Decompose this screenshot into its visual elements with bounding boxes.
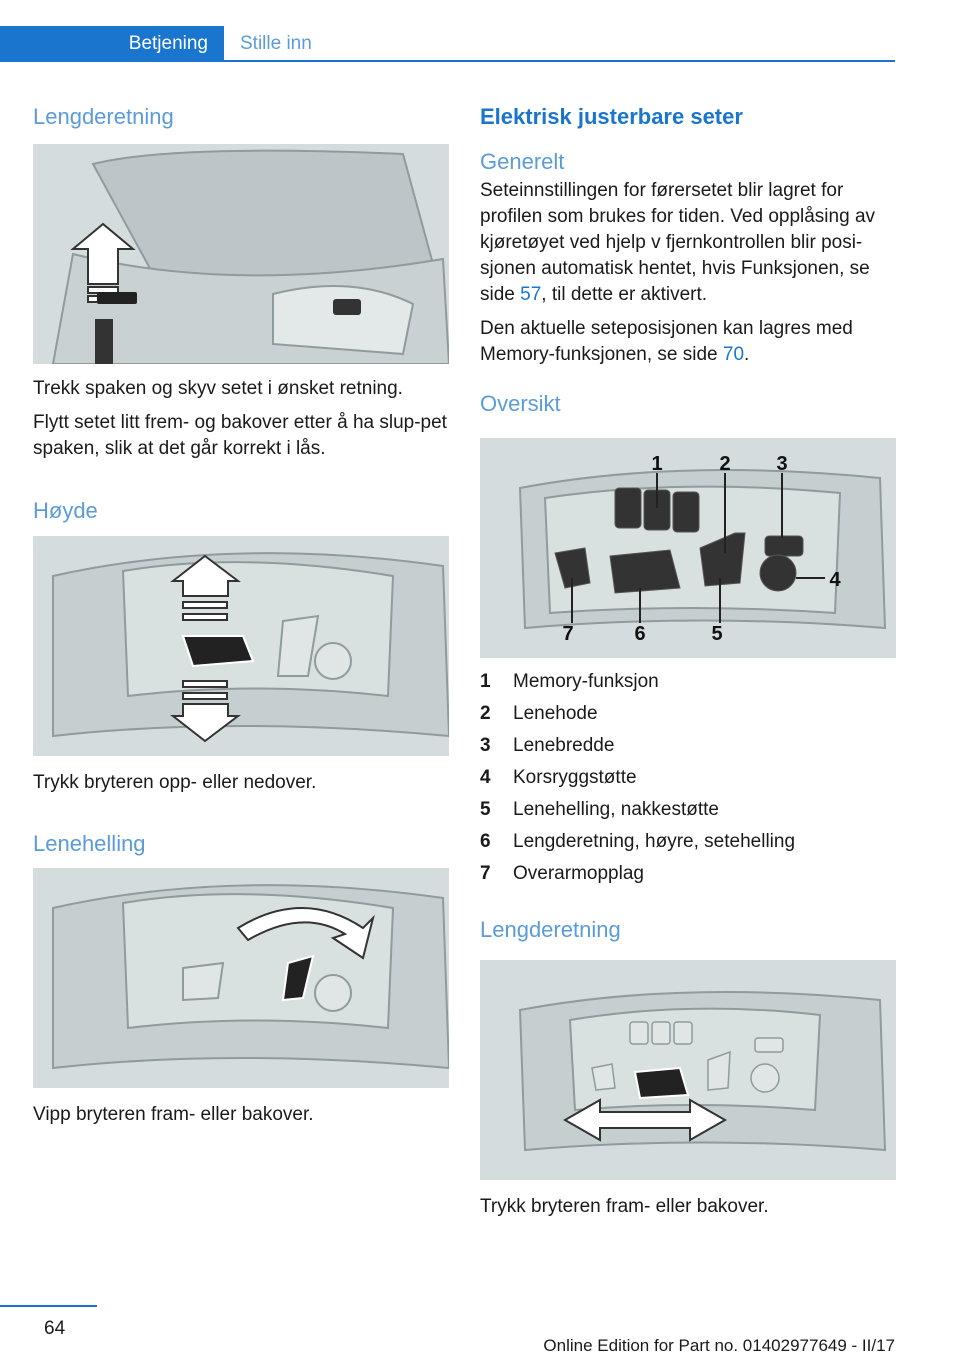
section-title-hoyde: Høyde: [33, 498, 98, 523]
callout-5: 5: [711, 623, 723, 645]
legend-item: 1 Memory-funksjon: [480, 671, 659, 692]
callout-2: 2: [719, 453, 731, 475]
section-title-lenehelling: Lenehelling: [33, 831, 146, 856]
footer-rule: [0, 1305, 97, 1307]
left-column: [33, 100, 449, 1128]
legend-item: 3 Lenebredde: [480, 735, 615, 756]
figure-seat-controls-overview: [480, 438, 896, 658]
callout-4: 4: [829, 569, 841, 591]
header-rule: [0, 60, 895, 62]
header-tabs: [0, 26, 895, 62]
legend-item: 2 Lenehode: [480, 703, 598, 724]
section-title-lengderetning-2: Lengderetning: [480, 917, 621, 942]
paragraph: Vipp bryteren fram- eller bakover.: [33, 1104, 314, 1125]
page-link-57[interactable]: 57: [520, 284, 542, 305]
callout-3: 3: [776, 453, 788, 475]
paragraph: Trekk spaken og skyv setet i ønsket retning.: [33, 378, 403, 399]
page-number: 64: [44, 1318, 66, 1339]
paragraph-memory: Den aktuelle seteposisjonen kan lagres med Memory-funksjonen, se side 70.: [480, 318, 853, 365]
edition-note: Online Edition for Part no. 01402977649 - II/17: [543, 1336, 895, 1355]
paragraph: Flytt setet litt frem- og bakover etter å ha slup‐pet spaken, slik at det går korrekt i lås.: [33, 412, 447, 459]
right-column: [480, 100, 896, 1220]
legend-item: 4 Korsryggstøtte: [480, 767, 637, 788]
callout-6: 6: [634, 623, 646, 645]
tab-betjening[interactable]: Betjening: [0, 26, 224, 62]
figure-height-switch: [33, 536, 449, 756]
paragraph-generelt: Seteinnstillingen for førersetet blir lagret for profilen som brukes for tiden. Ved opplåsing av kjøretøyet ved hjelp v fjernkontrollen blir posi‐sjonen automatisk hentet, hvis Funksjonen, se side 57, til dette er aktivert.: [480, 180, 876, 305]
figure-seat-forward-switch: [480, 960, 896, 1180]
figure-backrest-switch: [33, 868, 449, 1088]
legend-list: [480, 666, 896, 890]
legend-item: 5 Lenehelling, nakkestøtte: [480, 799, 719, 820]
tab-stille-inn[interactable]: Stille inn: [240, 33, 312, 54]
callout-7: 7: [562, 623, 574, 645]
callout-1: 1: [651, 453, 663, 475]
page-link-70[interactable]: 70: [722, 344, 745, 365]
section-title-lengderetning: Lengderetning: [33, 104, 174, 129]
section-title-generelt: Generelt: [480, 149, 565, 174]
section-title-oversikt: Oversikt: [480, 391, 561, 416]
paragraph: Trykk bryteren fram- eller bakover.: [480, 1196, 769, 1217]
legend-item: 6 Lengderetning, høyre, setehelling: [480, 831, 796, 852]
paragraph: Trykk bryteren opp- eller nedover.: [33, 772, 317, 793]
section-title-elektrisk: Elektrisk justerbare seter: [480, 104, 743, 129]
figure-seat-lever: [33, 144, 449, 364]
legend-item: 7 Overarmopplag: [480, 863, 644, 884]
